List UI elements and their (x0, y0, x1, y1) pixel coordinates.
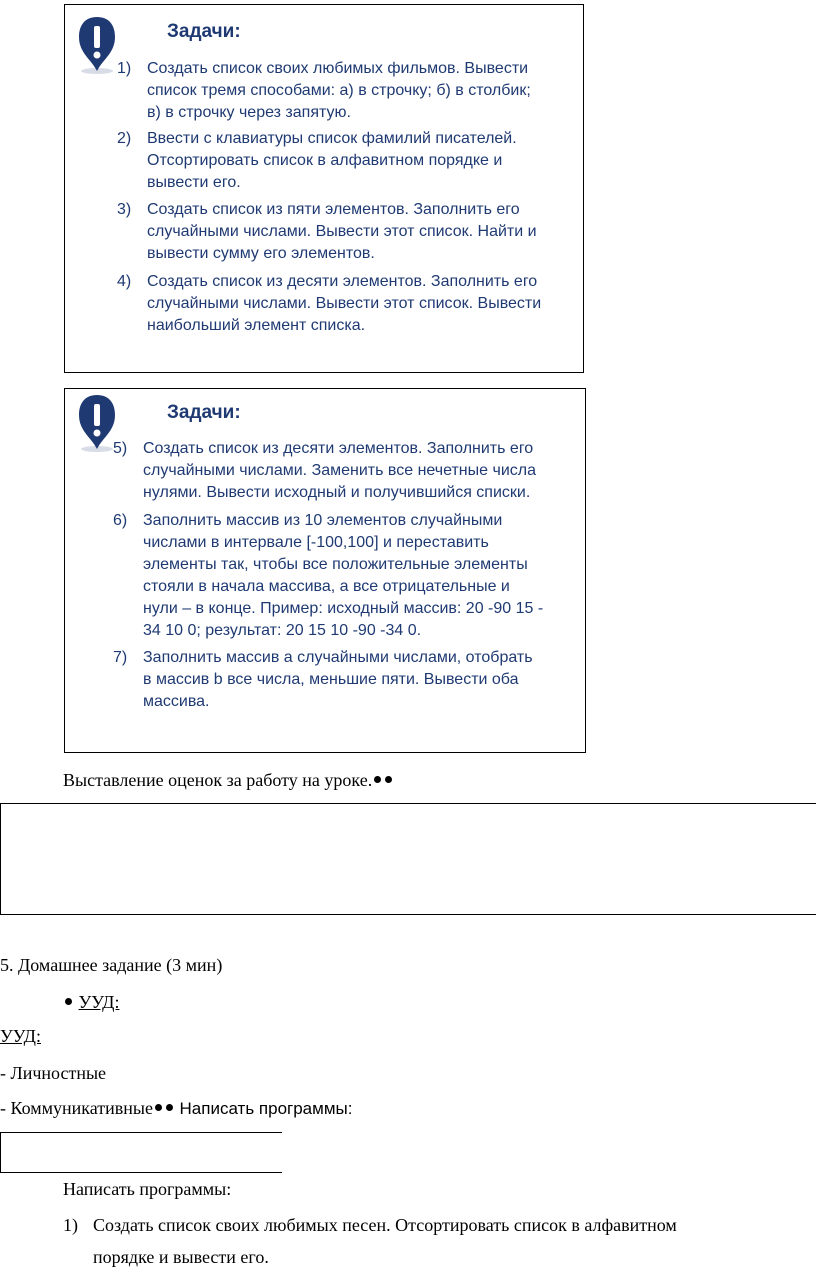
communicative-line (0, 1096, 352, 1121)
task-line: элементы так, чтобы все положительные элементы (143, 556, 528, 573)
task-line: Заполнить массив из 10 элементов случайными (143, 512, 503, 529)
task-line: стояли в начала массива, а все отрицательные и (143, 578, 510, 595)
bullet-icon (374, 776, 381, 783)
task-line: Создать список из пяти элементов. Заполнить его (147, 201, 520, 218)
empty-grade-box (0, 803, 816, 915)
task-line: 34 10 0; результат: 20 15 10 -90 -34 0. (143, 622, 422, 639)
task-3 (117, 199, 577, 265)
task-line: Заполнить массив а случайными числами, отобрать (143, 649, 533, 666)
uud-bullet-line (63, 990, 119, 1014)
uud-bullet-label: УУД: (78, 992, 120, 1012)
task-line: Создать список из десяти элементов. Заполнить его (143, 440, 534, 457)
task-line: вывести сумму его элементов. (147, 245, 375, 262)
task-line: массива. (143, 693, 210, 710)
task-7 (113, 647, 581, 713)
bullet-icon (65, 998, 72, 1005)
task-number: 5) (113, 440, 128, 457)
task-line: Создать список своих любимых фильмов. Вывести (147, 60, 529, 77)
write-programs-inline: Написать программы: (179, 1099, 353, 1118)
slide-title: Задачи: (167, 402, 241, 423)
task-line: случайными числами. Вывести этот список. Вывести (147, 295, 542, 312)
slide-tasks-2 (64, 388, 586, 753)
task-number: 6) (113, 512, 128, 529)
empty-small-box (0, 1132, 282, 1173)
task-2 (117, 128, 577, 194)
bullet-icon (155, 1104, 162, 1111)
personal-uud: - Личностные (0, 1063, 107, 1083)
task-4 (117, 271, 577, 337)
task-line: Ввести с клавиатуры список фамилий писателей. (147, 130, 517, 147)
slide-title: Задачи: (167, 21, 241, 42)
exclamation-icon (77, 15, 117, 77)
write-programs-heading: Написать программы: (63, 1179, 232, 1199)
task-line: вывести его. (147, 174, 241, 191)
task-number: 7) (113, 649, 128, 666)
task-line: случайными числами. Вывести этот список. Найти и (147, 223, 537, 240)
task-line: наибольший элемент списка. (147, 317, 366, 334)
task-1 (117, 58, 577, 124)
task-number: 1) (117, 60, 132, 77)
homework-item-number: 1) (63, 1215, 78, 1235)
communicative-uud: - Коммуникативные (0, 1098, 154, 1118)
slide-tasks-1 (64, 4, 584, 373)
task-number: 2) (117, 130, 132, 147)
task-line: список тремя способами: а) в строчку; б) в столбик; (147, 82, 531, 99)
task-line: Создать список из десяти элементов. Заполнить его (147, 273, 538, 290)
task-line: нулями. Вывести исходный и получившийся списки. (143, 484, 531, 501)
task-number: 3) (117, 201, 132, 218)
grading-text: Выставление оценок за работу на уроке. (63, 770, 373, 790)
task-line: в массив b все числа, меньшие пяти. Вывести оба (143, 671, 519, 688)
task-line: Отсортировать список в алфавитном порядке и (147, 152, 503, 169)
bullet-icon (385, 776, 392, 783)
task-line: случайными числами. Заменить все нечетные числа (143, 462, 536, 479)
task-5 (113, 438, 581, 504)
task-line: нули – в конце. Пример: исходный массив: 20 -90 15 - (143, 600, 544, 617)
homework-heading: 5. Домашнее задание (3 мин) (0, 955, 223, 975)
exclamation-icon (77, 393, 117, 455)
homework-item-line: порядке и вывести его. (93, 1247, 269, 1267)
task-line: в) в строчку через запятую. (147, 104, 351, 121)
bullet-icon (166, 1104, 173, 1111)
uud-label: УУД: (0, 1026, 41, 1046)
homework-item-line: Создать список своих любимых песен. Отсортировать список в алфавитном (93, 1215, 677, 1235)
task-number: 4) (117, 273, 132, 290)
grading-line (63, 768, 394, 792)
task-6 (113, 510, 581, 642)
task-line: числами в интервале [-100,100] и переставить (143, 534, 489, 551)
